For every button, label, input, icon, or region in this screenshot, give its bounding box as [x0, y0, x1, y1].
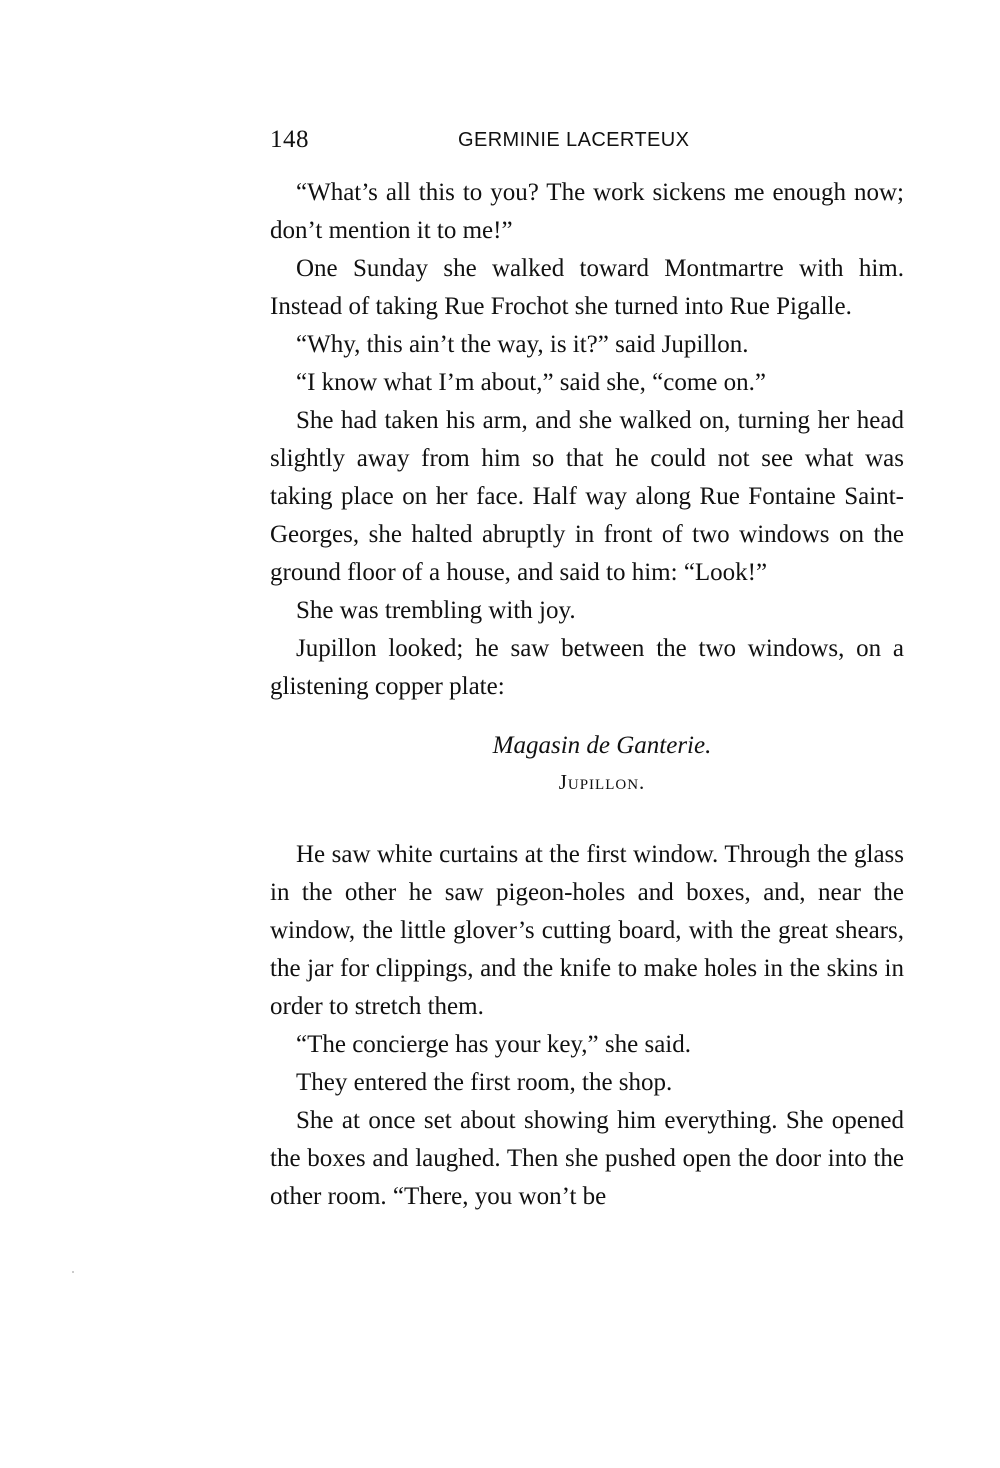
shop-sign — [270, 725, 904, 797]
paragraph: “The concierge has your key,” she said. — [296, 1031, 691, 1058]
paragraph: “Why, this ain’t the way, is it?” said Jupillon. — [296, 331, 749, 358]
paragraph: She had taken his arm, and she walked on, turning her head slightly away from him so that he could not see what was taking place on her face. Half way along Rue Fontaine Saint-Georges, she halted abruptly in front of two windows on the ground floor of a house, and said to him: “Look!” — [270, 407, 904, 586]
page-header — [270, 122, 904, 158]
paragraph: Jupillon looked; he saw between the two windows, on a glistening copper plate: — [270, 635, 904, 700]
paragraph: “What’s all this to you? The work sickens me enough now; don’t mention it to me!” — [270, 179, 904, 244]
body-text — [270, 174, 904, 1216]
scan-speck — [72, 1271, 74, 1273]
paragraph: She was trembling with joy. — [296, 597, 576, 624]
paragraph: She at once set about showing him everything. She opened the boxes and laughed. Then she pushed open the door into the other room. “There, you won’t be — [270, 1107, 904, 1210]
shop-sign-name: Jupillon. — [558, 770, 646, 794]
shop-sign-title: Magasin de Ganterie. — [492, 732, 712, 759]
paragraph: He saw white curtains at the first window. Through the glass in the other he saw pigeon-holes and boxes, and, near the window, the little glover’s cutting board, with the great shears, the jar for clippings, and the knife to make holes in the skins in order to stretch them. — [270, 841, 904, 1020]
paragraph: They entered the first room, the shop. — [296, 1069, 673, 1096]
paragraph: One Sunday she walked toward Montmartre with him. Instead of taking Rue Frochot she turned into Rue Pigalle. — [270, 255, 904, 320]
running-title: GERMINIE LACERTEUX — [458, 129, 690, 151]
page-number: 148 — [270, 126, 309, 153]
paragraph: “I know what I’m about,” said she, “come on.” — [296, 369, 766, 396]
